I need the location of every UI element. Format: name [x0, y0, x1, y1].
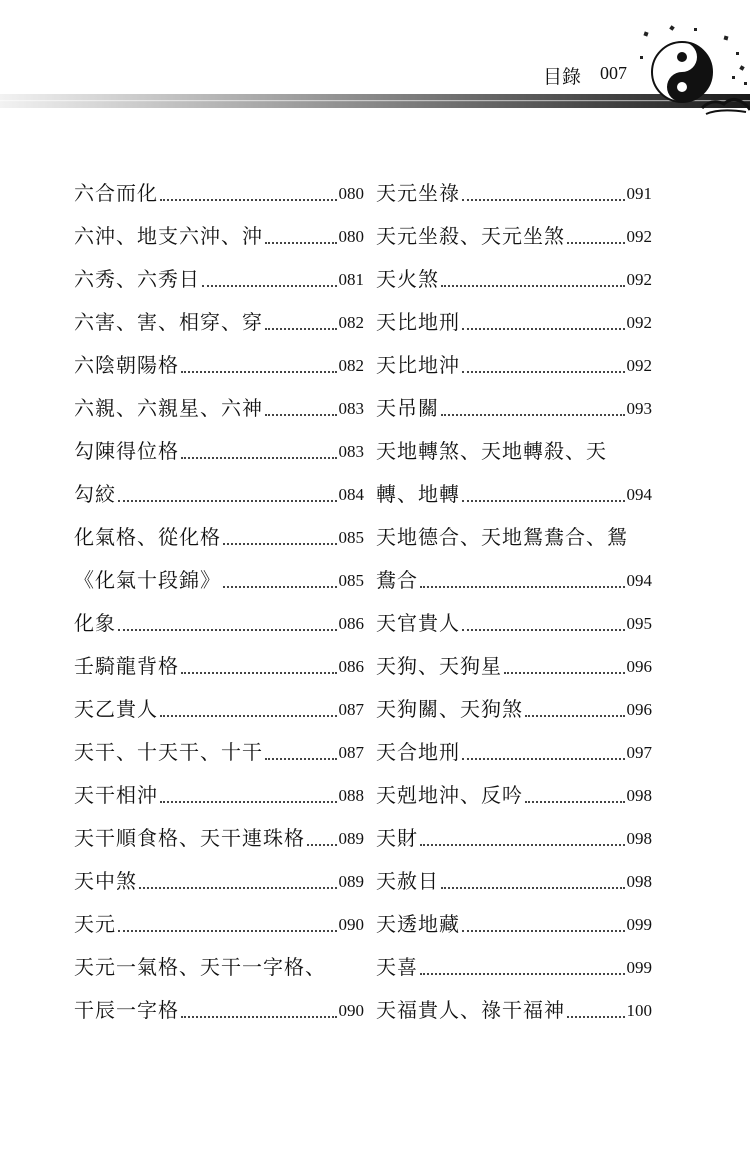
toc-entry-page: 090: [338, 915, 364, 934]
dot-leader: [307, 817, 337, 846]
toc-entry-label: 六陰朝陽格: [74, 353, 179, 377]
toc-entry: [376, 860, 652, 903]
dot-leader: [202, 258, 337, 287]
toc-entry: [74, 860, 364, 903]
toc-entry-label: 天元一氣格、天干一字格、: [74, 955, 326, 979]
toc-entry: [74, 516, 364, 559]
toc-entry-page: 088: [338, 786, 364, 805]
toc-entry-label: 六親、六親星、六神: [74, 396, 263, 420]
toc-entry-page: 089: [338, 872, 364, 891]
toc-entry-label: 勾陳得位格: [74, 439, 179, 463]
dot-leader: [265, 301, 337, 330]
toc-entry-label: 天乙貴人: [74, 697, 158, 721]
toc-entry-label: 天福貴人、祿干福神: [376, 998, 565, 1022]
toc-entry-page: 080: [338, 227, 364, 246]
toc-entry-page: 085: [338, 528, 364, 547]
dot-leader: [525, 688, 625, 717]
toc-entry: [376, 645, 652, 688]
dot-leader: [420, 817, 625, 846]
toc-entry: [74, 258, 364, 301]
toc-entry-page: 092: [626, 313, 652, 332]
toc-entry: [74, 989, 364, 1032]
yin-yang-icon: [636, 22, 750, 122]
dot-leader: [462, 602, 625, 631]
toc-entry-page: 097: [626, 743, 652, 762]
dot-leader: [118, 903, 337, 932]
toc-entry: [74, 301, 364, 344]
toc-entry-label: 天元: [74, 912, 116, 936]
dot-leader: [420, 946, 625, 975]
toc-entry-page: 085: [338, 571, 364, 590]
toc-entry: [74, 645, 364, 688]
toc-entry: [376, 989, 652, 1032]
dot-leader: [441, 258, 625, 287]
toc-entry: [74, 903, 364, 946]
toc-entry-label: 天地轉煞、天地轉殺、天: [376, 439, 607, 463]
toc-entry: [74, 172, 364, 215]
toc-entry-label: 天干順食格、天干連珠格: [74, 826, 305, 850]
toc-entry-label: 天透地藏: [376, 912, 460, 936]
toc-entry-label: 六害、害、相穿、穿: [74, 310, 263, 334]
toc-entry-page: 090: [338, 1001, 364, 1020]
toc-entry-label: 天干、十天干、十干: [74, 740, 263, 764]
toc-entry-label: 天中煞: [74, 869, 137, 893]
toc-entry-label: 天狗關、天狗煞: [376, 697, 523, 721]
toc-entry: [74, 344, 364, 387]
toc-entry-label: 化氣格、從化格: [74, 525, 221, 549]
dot-leader: [462, 172, 625, 201]
toc-entry-label: 六合而化: [74, 181, 158, 205]
toc-entry-label: 天赦日: [376, 869, 439, 893]
toc-entry: [74, 430, 364, 473]
toc-entry-label: 天吊關: [376, 396, 439, 420]
toc-entry-label: 天地德合、天地鴛鴦合、鴛: [376, 525, 628, 549]
toc-entry-page: 087: [338, 743, 364, 762]
toc-entry-label: 天喜: [376, 955, 418, 979]
toc-entry: [376, 559, 652, 602]
dot-leader: [441, 387, 625, 416]
toc-entry: [376, 172, 652, 215]
toc-entry: [376, 344, 652, 387]
toc-entry-page: 080: [338, 184, 364, 203]
dot-leader: [504, 645, 625, 674]
toc-entry-page: 083: [338, 399, 364, 418]
toc-entry-page: 098: [626, 786, 652, 805]
toc-entry: [376, 688, 652, 731]
toc-entry-page: 099: [626, 915, 652, 934]
toc-entry-page: 098: [626, 872, 652, 891]
toc-entry-page: 084: [338, 485, 364, 504]
toc-entry: [376, 731, 652, 774]
dot-leader: [181, 989, 337, 1018]
toc-entry: [376, 473, 652, 516]
toc-entry: [74, 559, 364, 602]
toc-entry-label: 干辰一字格: [74, 998, 179, 1022]
dot-leader: [139, 860, 337, 889]
section-title: 目錄: [543, 66, 582, 88]
toc-entry: [376, 774, 652, 817]
toc-entry-label: 天財: [376, 826, 418, 850]
toc-entry-page: 083: [338, 442, 364, 461]
toc-entry-page: 086: [338, 614, 364, 633]
toc-entry: [74, 688, 364, 731]
dot-leader: [462, 903, 625, 932]
toc-entry: [74, 946, 364, 989]
toc-entry-page: 092: [626, 270, 652, 289]
toc-entry-page: 087: [338, 700, 364, 719]
toc-entry: [376, 903, 652, 946]
dot-leader: [223, 516, 337, 545]
toc-entry: [74, 817, 364, 860]
dot-leader: [181, 430, 337, 459]
toc-entry-page: 096: [626, 700, 652, 719]
toc-entry-page: 081: [338, 270, 364, 289]
toc-entry-page: 092: [626, 356, 652, 375]
dot-leader: [525, 774, 625, 803]
toc-entry-page: 098: [626, 829, 652, 848]
toc-entry-page: 100: [626, 1001, 652, 1020]
toc-entry: [376, 946, 652, 989]
toc-entry-label: 轉、地轉: [376, 482, 460, 506]
dot-leader: [441, 860, 625, 889]
toc-entry-label: 鴦合: [376, 568, 418, 592]
toc-entry-label: 天火煞: [376, 267, 439, 291]
dot-leader: [567, 215, 625, 244]
toc-entry: [74, 774, 364, 817]
toc-entry: [376, 258, 652, 301]
dot-leader: [181, 344, 337, 373]
toc-entry: [74, 731, 364, 774]
dot-leader: [160, 172, 337, 201]
dot-leader: [118, 602, 337, 631]
toc-entry: [376, 516, 652, 559]
toc-entry-label: 《化氣十段錦》: [74, 568, 221, 592]
toc-entry-page: 089: [338, 829, 364, 848]
page-number: 007: [600, 63, 627, 83]
toc-entry-label: 天元坐祿: [376, 181, 460, 205]
toc-entry-page: 093: [626, 399, 652, 418]
toc-entry-page: 091: [626, 184, 652, 203]
toc-entry-label: 六秀、六秀日: [74, 267, 200, 291]
dot-leader: [462, 473, 625, 502]
toc-entry-page: 095: [626, 614, 652, 633]
dot-leader: [265, 215, 337, 244]
dot-leader: [462, 301, 625, 330]
toc-entry-page: 092: [626, 227, 652, 246]
toc-entry-label: 天合地刑: [376, 740, 460, 764]
toc-entry-label: 天官貴人: [376, 611, 460, 635]
toc-right-column: [376, 172, 652, 1032]
dot-leader: [265, 387, 337, 416]
dot-leader: [223, 559, 337, 588]
dot-leader: [181, 645, 337, 674]
toc-entry: [74, 473, 364, 516]
toc-entry-page: 099: [626, 958, 652, 977]
toc-left-column: [74, 172, 364, 1032]
toc-entry: [376, 215, 652, 258]
toc-entry-label: 天比地刑: [376, 310, 460, 334]
toc-entry-label: 天比地沖: [376, 353, 460, 377]
dot-leader: [462, 731, 625, 760]
toc-entry-label: 天元坐殺、天元坐煞: [376, 224, 565, 248]
toc-entry-label: 勾絞: [74, 482, 116, 506]
toc-entry: [376, 430, 652, 473]
dot-leader: [160, 774, 337, 803]
dot-leader: [160, 688, 337, 717]
toc-entry-page: 094: [626, 571, 652, 590]
toc-entry-label: 天剋地沖、反吟: [376, 783, 523, 807]
toc-entry: [376, 301, 652, 344]
toc-entry: [74, 387, 364, 430]
toc-entry-label: 天干相沖: [74, 783, 158, 807]
toc-entry-page: 082: [338, 356, 364, 375]
toc-entry-label: 六沖、地支六沖、沖: [74, 224, 263, 248]
toc-entry-label: 天狗、天狗星: [376, 654, 502, 678]
dot-leader: [462, 344, 625, 373]
dot-leader: [420, 559, 625, 588]
toc-entry-page: 082: [338, 313, 364, 332]
dot-leader: [118, 473, 337, 502]
toc-entry: [376, 387, 652, 430]
toc-entry-page: 086: [338, 657, 364, 676]
toc-entry-label: 壬騎龍背格: [74, 654, 179, 678]
dot-leader: [265, 731, 337, 760]
toc-entry-page: 094: [626, 485, 652, 504]
toc-entry: [74, 215, 364, 258]
toc-entry: [376, 817, 652, 860]
dot-leader: [567, 989, 625, 1018]
toc-entry: [376, 602, 652, 645]
toc-entry-page: 096: [626, 657, 652, 676]
toc-entry-label: 化象: [74, 611, 116, 635]
toc-entry: [74, 602, 364, 645]
